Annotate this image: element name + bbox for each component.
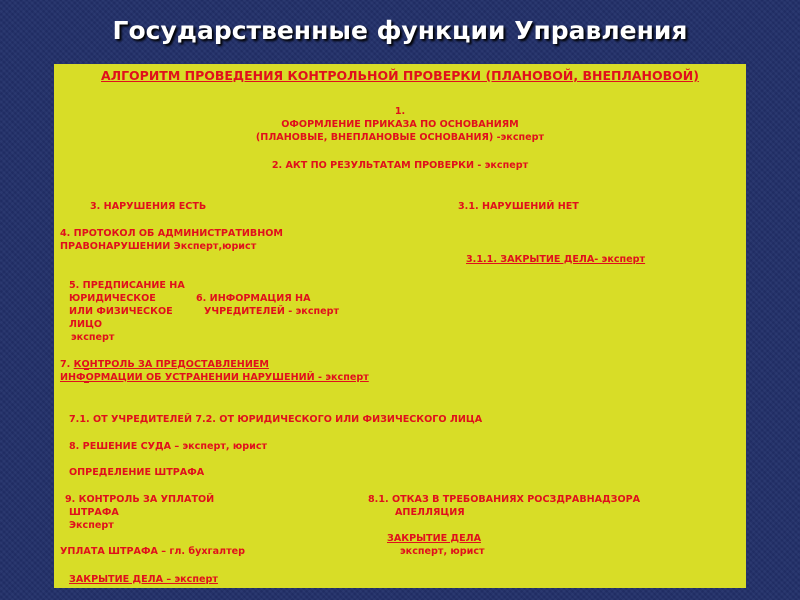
step8-court-decision: 8. РЕШЕНИЕ СУДА – эксперт, юрист [69,441,268,452]
step9-line2: ШТРАФА [69,507,119,518]
step2: 2. АКТ ПО РЕЗУЛЬТАТАМ ПРОВЕРКИ - эксперт [271,160,529,171]
step9-line3: Эксперт [69,520,114,531]
step4-line2: ПРАВОНАРУШЕНИИ Эксперт,юрист [60,241,257,252]
step3-violations: 3. НАРУШЕНИЯ ЕСТЬ [90,201,207,212]
algorithm-heading: АЛГОРИТМ ПРОВЕДЕНИЯ КОНТРОЛЬНОЙ ПРОВЕРКИ (ПЛАНОВОЙ, ВНЕПЛАНОВОЙ) [101,68,699,83]
final-close-case: ЗАКРЫТИЕ ДЕЛА – эксперт [69,574,218,585]
slide-title: Государственные функции Управления [112,16,688,45]
step6-line1: 6. ИНФОРМАЦИЯ НА [196,293,311,304]
step6-line2: УЧРЕДИТЕЛЕЙ - эксперт [204,306,340,317]
step5-line2: ЮРИДИЧЕСКОЕ [69,293,156,304]
step7-line2: ИНФОРМАЦИИ ОБ УСТРАНЕНИИ НАРУШЕНИЙ - эксперт [60,372,369,383]
step8-1-line4: эксперт, юрист [400,546,485,557]
fine-payment: УПЛАТА ШТРАФА – гл. бухгалтер [60,546,246,557]
step8-1-line2: АПЕЛЛЯЦИЯ [395,507,465,518]
step7-line1 [60,359,269,371]
step8-1-line1: 8.1. ОТКАЗ В ТРЕБОВАНИЯХ РОСЗДРАВНАДЗОРА [368,494,641,505]
step4-line1: 4. ПРОТОКОЛ ОБ АДМИНИСТРАТИВНОМ [60,228,283,239]
step7-subitems: 7.1. ОТ УЧРЕДИТЕЛЕЙ 7.2. ОТ ЮРИДИЧЕСКОГО ИЛИ ФИЗИЧЕСКОГО ЛИЦА [69,414,483,425]
step1-number: 1. [394,106,406,117]
step1-line1: ОФОРМЛЕНИЕ ПРИКАЗА ПО ОСНОВАНИЯМ [281,119,519,130]
step3-1-no-violations: 3.1. НАРУШЕНИЙ НЕТ [458,201,579,212]
step1-line2: (ПЛАНОВЫЕ, ВНЕПЛАНОВЫЕ ОСНОВАНИЯ) -эксперт [255,132,545,143]
fine-definition: ОПРЕДЕЛЕНИЕ ШТРАФА [69,467,205,478]
step7-line1-text: КОНТРОЛЬ ЗА ПРЕДОСТАВЛЕНИЕМ [73,359,269,370]
step3-1-1-close-case: 3.1.1. ЗАКРЫТИЕ ДЕЛА- эксперт [466,254,646,265]
algorithm-panel [54,64,746,588]
step5-line1: 5. ПРЕДПИСАНИЕ НА [69,280,185,291]
step5-line5: эксперт [71,332,115,343]
step5-line3: ИЛИ ФИЗИЧЕСКОЕ [69,306,173,317]
step9-line1: 9. КОНТРОЛЬ ЗА УПЛАТОЙ [65,494,215,505]
step7-prefix: 7. [60,359,74,370]
step8-1-line3: ЗАКРЫТИЕ ДЕЛА [387,533,482,544]
step5-line4: ЛИЦО [69,319,103,330]
